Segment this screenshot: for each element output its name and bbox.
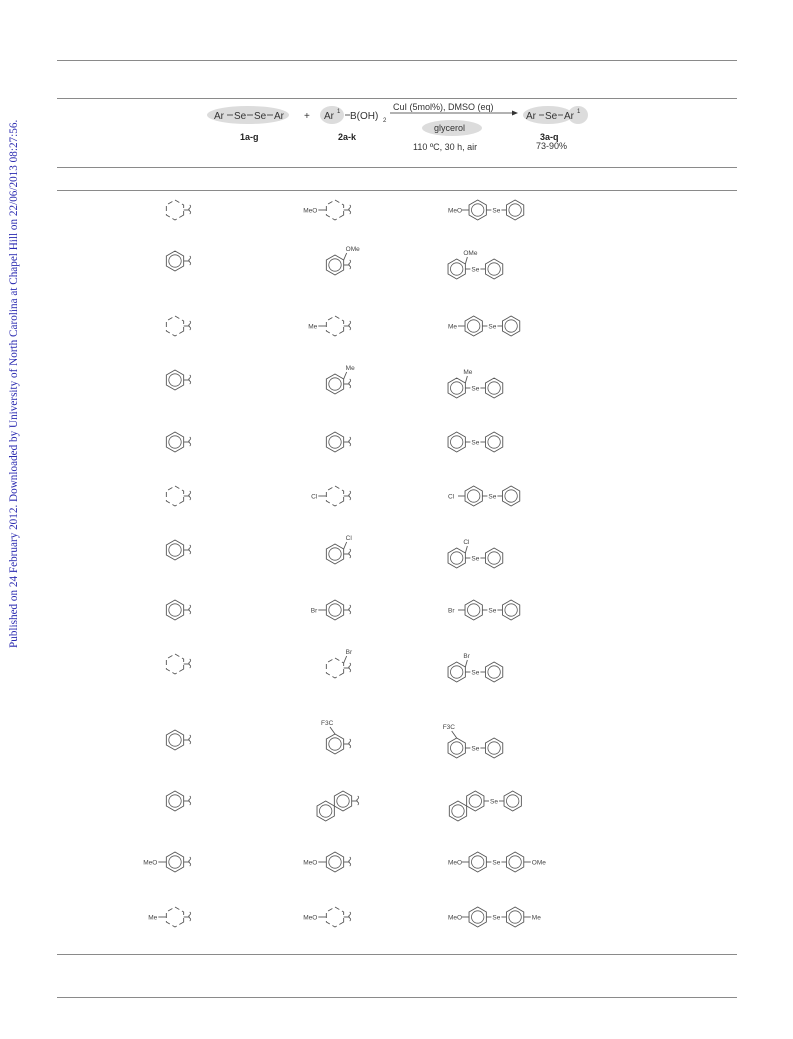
bond bbox=[465, 257, 467, 264]
product-right-substituent: Me bbox=[531, 914, 541, 922]
table-row bbox=[0, 848, 793, 908]
diselenide-se2: Se bbox=[254, 111, 267, 122]
boronic-ar: Ar bbox=[324, 111, 334, 122]
ar1-ring bbox=[326, 486, 343, 506]
ar-ring bbox=[166, 540, 183, 560]
conditions-top: CuI (5mol%), DMSO (eq) bbox=[393, 102, 494, 112]
product-ring-2 bbox=[506, 907, 523, 927]
table-row bbox=[0, 366, 793, 426]
bond bbox=[344, 542, 347, 549]
product-ring-1 bbox=[469, 200, 486, 220]
product-ring-1 bbox=[448, 548, 465, 568]
product-se-label: Se bbox=[488, 323, 497, 331]
yield-range: 73-90% bbox=[536, 141, 568, 151]
product-ring-1 bbox=[469, 852, 486, 872]
product-se-label: Se bbox=[490, 798, 498, 806]
product-se-label: Se bbox=[471, 385, 480, 393]
product-right-substituent: OMe bbox=[531, 859, 546, 867]
table-row bbox=[0, 536, 793, 596]
product-ortho-substituent: OMe bbox=[463, 250, 478, 257]
ar-attachment-bond bbox=[184, 205, 191, 214]
product-ar1: Ar bbox=[564, 111, 574, 122]
ar1-ring bbox=[326, 316, 343, 336]
boronic-ar-sup: 1 bbox=[337, 109, 341, 115]
ar-ring bbox=[166, 791, 183, 811]
product-se-label: Se bbox=[471, 439, 480, 447]
ar1-attachment-bond bbox=[344, 663, 351, 672]
ar1-para-substituent: MeO bbox=[303, 207, 318, 215]
bond bbox=[344, 372, 347, 379]
product-ring-2 bbox=[506, 852, 523, 872]
boronic-sub: 2 bbox=[383, 118, 387, 124]
product-naphthalene-ring-b bbox=[449, 801, 466, 821]
product-naphthalene-ring-a bbox=[467, 791, 484, 811]
product-ring-1 bbox=[465, 600, 482, 620]
product-se-label: Se bbox=[488, 607, 497, 615]
ar1-ring bbox=[326, 432, 343, 452]
product-ring-2 bbox=[485, 662, 502, 682]
product-ring-1 bbox=[465, 316, 482, 336]
product-ring-2 bbox=[485, 259, 502, 279]
product-left-substituent: Br bbox=[448, 607, 455, 615]
product-left-substituent: MeO bbox=[448, 914, 463, 922]
naphthalene-ring-a bbox=[334, 791, 351, 811]
ar1-attachment-bond bbox=[344, 321, 351, 330]
diselenide-ar-right: Ar bbox=[274, 111, 284, 122]
product-se-label: Se bbox=[471, 669, 480, 677]
product-id: 3a-q bbox=[540, 132, 559, 142]
table-row bbox=[0, 787, 793, 847]
ar1-attachment-bond bbox=[344, 605, 351, 614]
ar-attachment-bond bbox=[184, 605, 191, 614]
ar-attachment-bond bbox=[184, 857, 191, 866]
product-ortho-substituent: Br bbox=[463, 653, 470, 660]
ar-attachment-bond bbox=[184, 735, 191, 744]
product-ring-2 bbox=[504, 791, 521, 811]
product-ring-2 bbox=[502, 486, 519, 506]
product-ring-1 bbox=[448, 738, 465, 758]
ar1-ring bbox=[326, 734, 343, 754]
product-ring-1 bbox=[469, 907, 486, 927]
bond bbox=[465, 660, 467, 667]
ar-ring bbox=[166, 251, 183, 271]
ar1-attachment-bond bbox=[344, 912, 351, 921]
ar-ring bbox=[166, 316, 183, 336]
ar-attachment-bond bbox=[184, 796, 191, 805]
product-ring-1 bbox=[448, 378, 465, 398]
product-ring-2 bbox=[485, 432, 502, 452]
product-ring-2 bbox=[502, 316, 519, 336]
product-left-substituent: Cl bbox=[448, 493, 455, 501]
ar-ring bbox=[166, 200, 183, 220]
boronic-group: B(OH) bbox=[350, 111, 379, 122]
product-ortho-substituent: Me bbox=[463, 369, 473, 376]
bond bbox=[330, 727, 335, 734]
table-row bbox=[0, 596, 793, 656]
product-se-label: Se bbox=[471, 266, 480, 274]
ar1-para-substituent: Me bbox=[308, 323, 318, 331]
product-se-label: Se bbox=[492, 859, 501, 867]
product-ring-2 bbox=[506, 200, 523, 220]
ar1-ring bbox=[326, 255, 343, 275]
product-se-label: Se bbox=[471, 745, 480, 753]
ar-ring bbox=[166, 600, 183, 620]
solvent-glycerol: glycerol bbox=[434, 123, 466, 133]
table-row bbox=[0, 650, 793, 710]
ar-attachment-bond bbox=[184, 321, 191, 330]
ar-attachment-bond bbox=[184, 256, 191, 265]
ar1-para-substituent: MeO bbox=[303, 859, 318, 867]
diselenide-ar-left: Ar bbox=[214, 111, 224, 122]
ar-attachment-bond bbox=[184, 437, 191, 446]
product-ring-1 bbox=[448, 432, 465, 452]
product-left-substituent: MeO bbox=[448, 859, 463, 867]
ar1-ortho-substituent: OMe bbox=[345, 246, 360, 253]
bond bbox=[452, 731, 457, 738]
naphthalene-ring-b bbox=[317, 801, 334, 821]
product-se: Se bbox=[545, 111, 558, 122]
table-row bbox=[0, 247, 793, 307]
ar-ring bbox=[166, 907, 183, 927]
ar1-ring bbox=[326, 658, 343, 678]
boronic-id: 2a-k bbox=[338, 132, 357, 142]
ar-attachment-bond bbox=[184, 375, 191, 384]
ar1-meta-substituent: F3C bbox=[321, 720, 334, 727]
product-ring-2 bbox=[485, 378, 502, 398]
ar1-para-substituent: Cl bbox=[311, 493, 318, 501]
bond bbox=[465, 546, 467, 553]
product-ring-1 bbox=[448, 662, 465, 682]
product-se-label: Se bbox=[471, 555, 480, 563]
ar1-ortho-substituent: Cl bbox=[345, 535, 352, 542]
ar1-ortho-substituent: Me bbox=[345, 365, 355, 372]
product-left-substituent: Me bbox=[448, 323, 458, 331]
ar-ring bbox=[166, 730, 183, 750]
bond bbox=[465, 376, 467, 383]
ar1-attachment-bond bbox=[344, 857, 351, 866]
product-se-label: Se bbox=[492, 914, 501, 922]
ar-attachment-bond bbox=[184, 659, 191, 668]
product-se-label: Se bbox=[488, 493, 497, 501]
table-row bbox=[0, 482, 793, 542]
ar1-attachment-bond bbox=[352, 796, 359, 805]
product-ring-2 bbox=[485, 548, 502, 568]
ar-attachment-bond bbox=[184, 545, 191, 554]
diselenide-id: 1a-g bbox=[240, 132, 259, 142]
ar-ring bbox=[166, 370, 183, 390]
ar-ring bbox=[166, 486, 183, 506]
ar1-ortho-substituent: Br bbox=[345, 649, 353, 656]
product-meta-substituent: F3C bbox=[442, 724, 455, 731]
table-row bbox=[0, 903, 793, 963]
ar1-attachment-bond bbox=[344, 739, 351, 748]
bond bbox=[344, 656, 347, 663]
table-row bbox=[0, 428, 793, 488]
product-ortho-substituent: Cl bbox=[463, 539, 470, 546]
ar1-attachment-bond bbox=[344, 205, 351, 214]
ar1-attachment-bond bbox=[344, 549, 351, 558]
diselenide-se1: Se bbox=[234, 111, 247, 122]
ar1-ring bbox=[326, 200, 343, 220]
product-ar: Ar bbox=[526, 111, 536, 122]
product-ar1-sup: 1 bbox=[577, 109, 581, 115]
ar1-attachment-bond bbox=[344, 437, 351, 446]
table-row bbox=[0, 312, 793, 372]
ar-para-substituent: Me bbox=[148, 914, 158, 922]
ar1-attachment-bond bbox=[344, 491, 351, 500]
product-ring-1 bbox=[465, 486, 482, 506]
ar-attachment-bond bbox=[184, 912, 191, 921]
ar-ring bbox=[166, 654, 183, 674]
ar1-ring bbox=[326, 907, 343, 927]
ar1-attachment-bond bbox=[344, 260, 351, 269]
conditions-bottom: 110 ºC, 30 h, air bbox=[413, 142, 478, 152]
product-ring-2 bbox=[485, 738, 502, 758]
product-left-substituent: MeO bbox=[448, 207, 463, 215]
ar-ring bbox=[166, 852, 183, 872]
product-ring-1 bbox=[448, 259, 465, 279]
ar1-ring bbox=[326, 374, 343, 394]
ar-para-substituent: MeO bbox=[143, 859, 158, 867]
table-row bbox=[0, 720, 793, 786]
ar1-attachment-bond bbox=[344, 379, 351, 388]
ar1-ring bbox=[326, 852, 343, 872]
ar1-ring bbox=[326, 600, 343, 620]
product-ring-2 bbox=[502, 600, 519, 620]
ar-attachment-bond bbox=[184, 491, 191, 500]
watermark-text: Published on 24 February 2012. Downloaded by University of North Carolina at Chapel Hill on 22/06/2013 08:27:56. bbox=[8, 119, 20, 648]
plus-sign: + bbox=[304, 111, 310, 122]
ar1-para-substituent: MeO bbox=[303, 914, 318, 922]
bond bbox=[344, 253, 347, 260]
ar-ring bbox=[166, 432, 183, 452]
ar1-ring bbox=[326, 544, 343, 564]
ar1-para-substituent: Br bbox=[310, 607, 318, 615]
product-se-label: Se bbox=[492, 207, 501, 215]
